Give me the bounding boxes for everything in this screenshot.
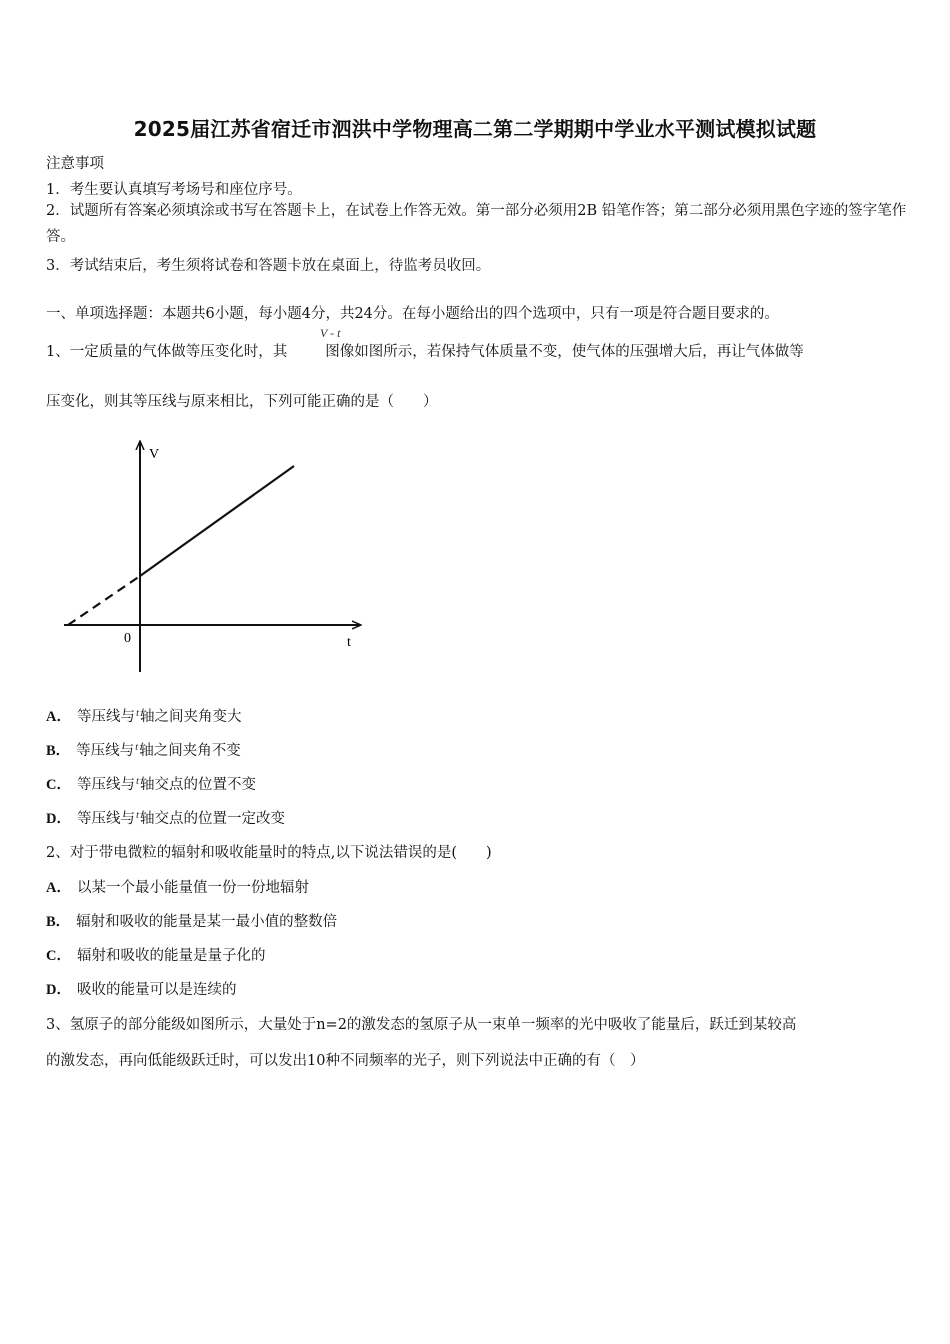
q2-option-d[interactable]: D． 吸收的能量可以是连续的 xyxy=(46,982,237,998)
t-symbol: t xyxy=(135,707,140,719)
isobar-line xyxy=(140,466,294,576)
option-letter: D． xyxy=(46,982,71,998)
page-title: 2025届江苏省宿迁市泗洪中学物理高二第二学期期中学业水平测试模拟试题 xyxy=(133,117,817,141)
option-letter: B． xyxy=(46,743,71,759)
option-letter: C． xyxy=(46,948,71,964)
option-letter: A． xyxy=(46,709,71,725)
notice-item-1: 1．考生要认真填写考场号和座位序号。 xyxy=(46,182,302,198)
q1-stem-line1 xyxy=(46,340,804,361)
q1-option-c[interactable]: C． 等压线与$^t$轴交点的位置不变 xyxy=(46,775,257,793)
notice-heading: 注意事项 xyxy=(46,156,104,172)
t-symbol: t xyxy=(135,809,140,821)
q1-stem-a: 1、一定质量的气体做等压变化时，其 xyxy=(46,344,288,360)
t-symbol: t xyxy=(135,741,139,753)
q2-option-b[interactable]: B． 辐射和吸收的能量是某一最小值的整数倍 xyxy=(46,914,338,930)
q3-stem-line1: 3、氢原子的部分能级如图所示，大量处于n=2的激发态的氢原子从一束单一频率的光中吸收了能量后，跃迁到某较高 xyxy=(46,1017,797,1033)
option-letter: C． xyxy=(46,777,71,793)
option-letter: A． xyxy=(46,880,71,896)
q1-option-a[interactable]: A． 等压线与$^t$轴之间夹角变大 xyxy=(46,707,242,725)
q2-option-a[interactable]: A． 以某一个最小能量值一份一份地辐射 xyxy=(46,880,309,896)
q1-stem-b: 图像如图所示，若保持气体质量不变，使气体的压强增大后，再让气体做等 xyxy=(325,344,804,360)
q1-option-d[interactable]: D． 等压线与$^t$轴交点的位置一定改变 xyxy=(46,809,286,827)
t-symbol: t xyxy=(135,775,140,787)
q1-vt-symbol: V - t xyxy=(320,326,341,340)
q2-option-c[interactable]: C． 辐射和吸收的能量是量子化的 xyxy=(46,948,266,964)
notice-item-3: 3．考试结束后，考生须将试卷和答题卡放在桌面上，待监考员收回。 xyxy=(46,258,491,274)
notice-item-2: 2．试题所有答案必须填涂或书写在答题卡上，在试卷上作答无效。第一部分必须用2B 铅笔作答；第二部分必须用黑色字迹的签字笔作答。 xyxy=(46,203,907,245)
option-letter: D． xyxy=(46,811,71,827)
option-letter: B． xyxy=(46,914,71,930)
q3-stem-line2: 的激发态，再向低能级跃迁时，可以发出10种不同频率的光子，则下列说法中正确的有（ ） xyxy=(46,1053,645,1069)
origin-label: 0 xyxy=(124,631,131,646)
v-axis-label: V xyxy=(149,447,160,462)
isobar-extension-dashed xyxy=(68,576,140,625)
section-heading: 一、单项选择题：本题共6小题，每小题4分，共24分。在每小题给出的四个选项中，只有一项是符合题目要求的。 xyxy=(46,306,779,322)
q1-option-b[interactable]: B． 等压线与$^t$轴之间夹角不变 xyxy=(46,741,241,759)
q2-stem: 2、对于带电微粒的辐射和吸收能量时的特点,以下说法错误的是( ) xyxy=(46,845,492,861)
q1-stem-line2: 压变化，则其等压线与原来相比，下列可能正确的是（ ） xyxy=(46,394,438,410)
q1-vt-graph xyxy=(60,436,370,681)
t-axis-label: t xyxy=(347,635,351,650)
